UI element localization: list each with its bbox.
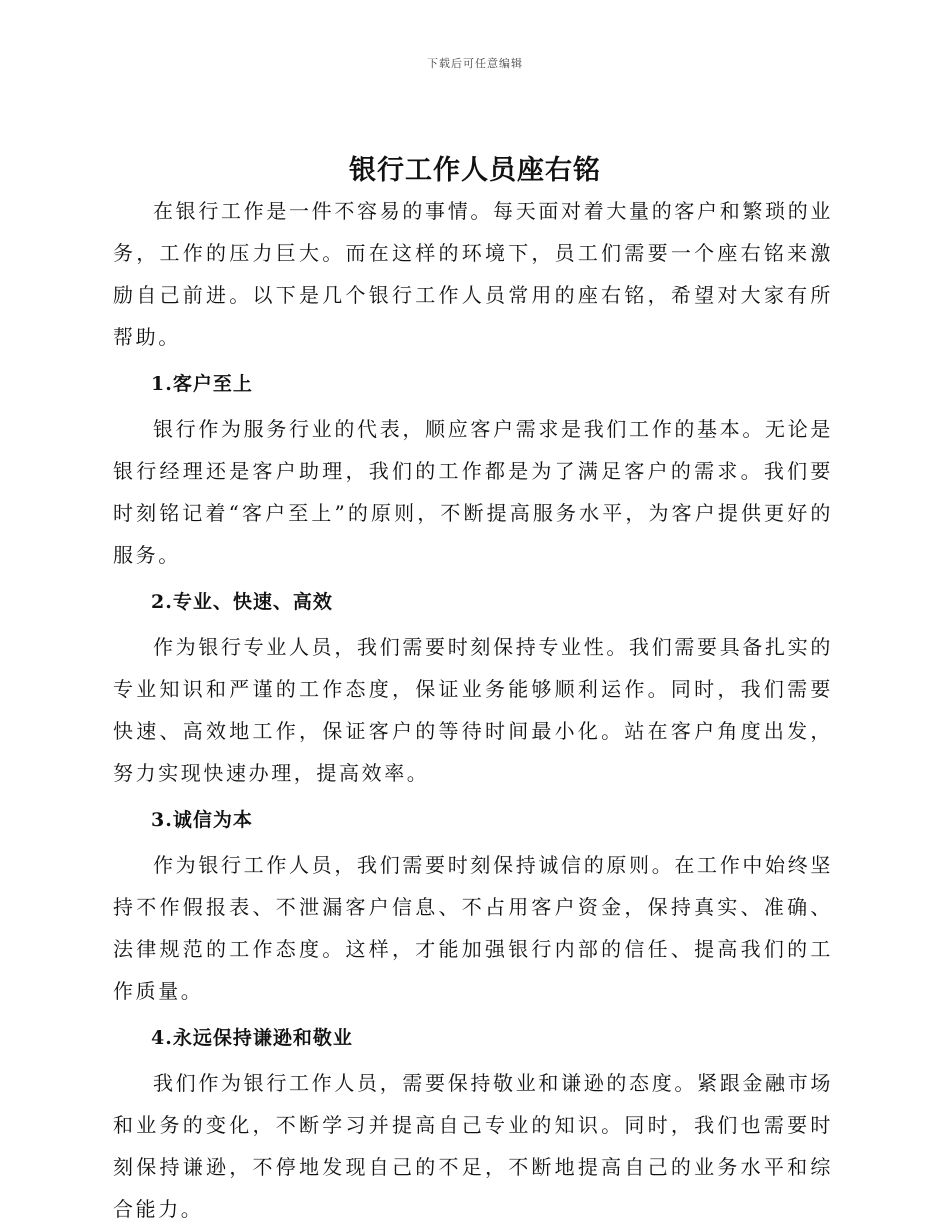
section-heading-4 <box>113 1018 833 1058</box>
header-note: 下载后可任意编辑 <box>427 57 523 70</box>
section-paragraph-1: 银行作为服务行业的代表，顺应客户需求是我们工作的基本。无论是银行经理还是客户助理，我们的工作都是为了满足客户的需求。我们要时刻铭记着“客户至上”的原则，不断提高服务水平，为客户提供更好的服务。 <box>113 417 833 567</box>
section-number: 1. <box>151 373 173 395</box>
section-number: 4. <box>151 1027 173 1049</box>
section-heading-3 <box>113 800 833 840</box>
section-heading-text: 诚信为本 <box>172 809 253 831</box>
intro-paragraph: 在银行工作是一件不容易的事情。每天面对着大量的客户和繁琐的业务，工作的压力巨大。而在这样的环境下，员工们需要一个座右铭来激励自己前进。以下是几个银行工作人员常用的座右铭，希望对大家有所帮助。 <box>113 199 833 349</box>
section-heading-text: 永远保持谦逊和敬业 <box>172 1027 353 1049</box>
section-heading-text: 客户至上 <box>172 373 253 395</box>
section-heading-2 <box>113 582 833 622</box>
section-number: 3. <box>151 809 173 831</box>
section-paragraph-4: 我们作为银行工作人员，需要保持敬业和谦逊的态度。紧跟金融市场和业务的变化，不断学习并提高自己专业的知识。同时，我们也需要时刻保持谦逊，不停地发现自己的不足，不断地提高自己的业务水平和综合能力。 <box>113 1071 833 1221</box>
document-title: 银行工作人员座右铭 <box>349 155 601 186</box>
section-paragraph-2: 作为银行专业人员，我们需要时刻保持专业性。我们需要具备扎实的专业知识和严谨的工作态度，保证业务能够顺利运作。同时，我们需要快速、高效地工作，保证客户的等待时间最小化。站在客户角度出发，努力实现快速办理，提高效率。 <box>113 635 833 785</box>
section-heading-text: 专业、快速、高效 <box>172 591 333 613</box>
section-heading-1 <box>113 364 833 404</box>
document-body <box>113 190 833 1230</box>
section-number: 2. <box>151 591 173 613</box>
section-paragraph-3: 作为银行工作人员，我们需要时刻保持诚信的原则。在工作中始终坚持不作假报表、不泄漏客户信息、不占用客户资金，保持真实、准确、法律规范的工作态度。这样，才能加强银行内部的信任、提高我们的工作质量。 <box>113 853 833 1003</box>
